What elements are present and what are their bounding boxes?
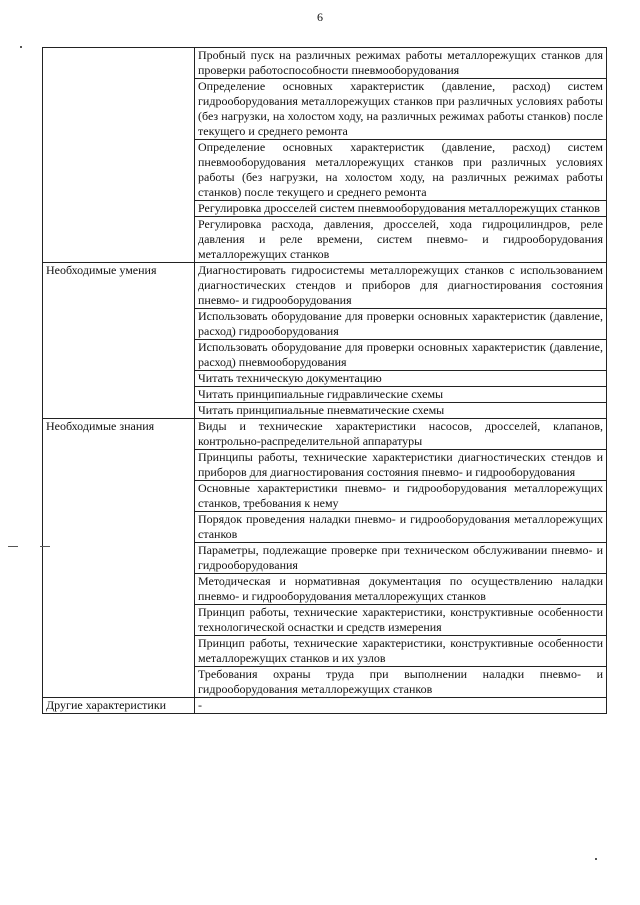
category-cell: Другие характеристики: [43, 698, 195, 714]
item-cell: Порядок проведения наладки пневмо- и гидрооборудования металлорежущих станков: [195, 512, 607, 543]
table-row: [43, 263, 607, 309]
item-cell: Виды и технические характеристики насосов, дросселей, клапанов, контрольно-распределительной аппаратуры: [195, 419, 607, 450]
scan-speck: [8, 546, 18, 547]
item-cell: Принцип работы, технические характеристики, конструктивные особенности технологической оснастки и средств измерения: [195, 605, 607, 636]
item-cell: Диагностировать гидросистемы металлорежущих станков с использованием диагностических стендов и приборов для диагностирования состояния пневмо- и гидрооборудования: [195, 263, 607, 309]
item-cell: Определение основных характеристик (давление, расход) систем гидрооборудования металлорежущих станков при различных условиях работы (без нагрузки, на холостом ходу, на различных режимах работы станков) после текущего и среднего ремонта: [195, 79, 607, 140]
item-cell: Определение основных характеристик (давление, расход) систем пневмооборудования металлорежущих станков при различных условиях работы (без нагрузки, на холостом ходу, на различных режимах работы станков) после текущего и среднего ремонта: [195, 140, 607, 201]
item-cell: Использовать оборудование для проверки основных характеристик (давление, расход) пневмооборудования: [195, 340, 607, 371]
scan-speck: [595, 858, 597, 860]
item-cell: Читать принципиальные гидравлические схемы: [195, 387, 607, 403]
table-row: [43, 419, 607, 450]
item-cell: Методическая и нормативная документация по осуществлению наладки пневмо- и гидрооборудования металлорежущих станков: [195, 574, 607, 605]
table-row: [43, 48, 607, 79]
item-cell: Принцип работы, технические характеристики, конструктивные особенности металлорежущих станков и их узлов: [195, 636, 607, 667]
requirements-table-body: [43, 48, 607, 714]
scan-speck: [20, 46, 22, 48]
item-cell: -: [195, 698, 607, 714]
item-cell: Использовать оборудование для проверки основных характеристик (давление, расход) гидрооборудования: [195, 309, 607, 340]
item-cell: Требования охраны труда при выполнении наладки пневмо- и гидрооборудования металлорежущих станков: [195, 667, 607, 698]
table-row: [43, 698, 607, 714]
scan-speck: [40, 546, 50, 547]
item-cell: Параметры, подлежащие проверке при техническом обслуживании пневмо- и гидрооборудования: [195, 543, 607, 574]
item-cell: Регулировка дросселей систем пневмооборудования металлорежущих станков: [195, 201, 607, 217]
item-cell: Принципы работы, технические характеристики диагностических стендов и приборов для диагностирования состояния пневмо- и гидрооборудования: [195, 450, 607, 481]
item-cell: Пробный пуск на различных режимах работы металлорежущих станков для проверки работоспособности пневмооборудования: [195, 48, 607, 79]
item-cell: Читать техническую документацию: [195, 371, 607, 387]
requirements-table: [42, 47, 607, 714]
item-cell: Основные характеристики пневмо- и гидрооборудования металлорежущих станков, требования к нему: [195, 481, 607, 512]
category-cell: [43, 48, 195, 263]
category-cell: Необходимые умения: [43, 263, 195, 419]
item-cell: Читать принципиальные пневматические схемы: [195, 403, 607, 419]
item-cell: Регулировка расхода, давления, дросселей, хода гидроцилиндров, реле давления и реле времени, систем пневмо- и гидрооборудования металлорежущих станков: [195, 217, 607, 263]
page-number: 6: [317, 10, 323, 24]
category-cell: Необходимые знания: [43, 419, 195, 698]
